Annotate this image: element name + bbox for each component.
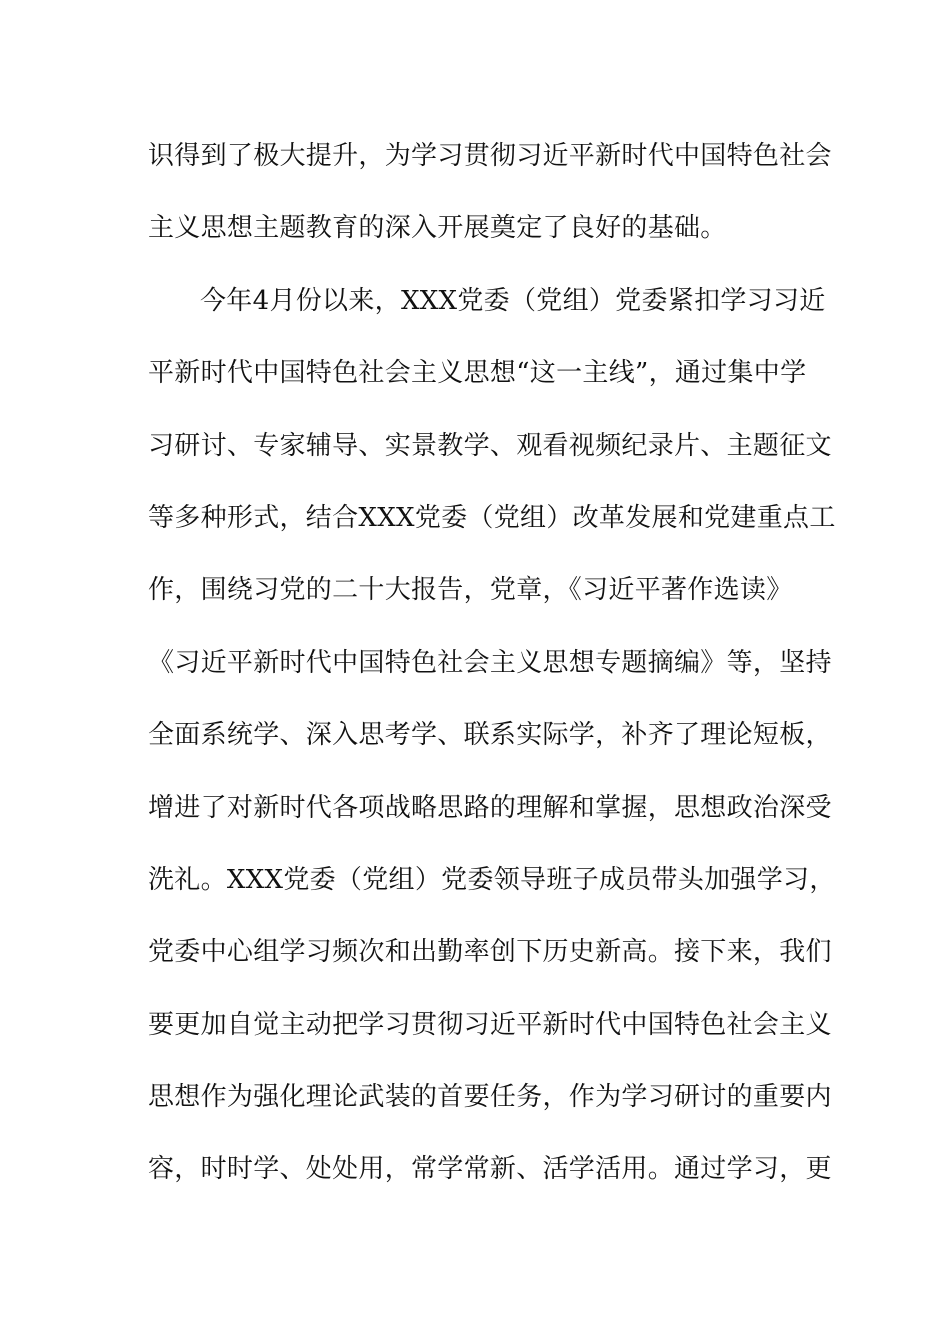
text-line: 增进了对新时代各项战略思路的理解和掌握，思想政治深受 [148,792,832,823]
body-text [148,126,836,1212]
text-line: 全面系统学、深入思考学、联系实际学，补齐了理论短板， [148,720,832,751]
text-line: 思想作为强化理论武装的首要任务，作为学习研讨的重要内 [148,1082,832,1113]
text-line: 容，时时学、处处用，常学常新、活学活用。通过学习，更 [148,1154,832,1185]
text-line: 洗礼。XXX党委（党组）党委领导班子成员带头加强学习， [148,864,836,895]
text-line: 等多种形式，结合XXX党委（党组）改革发展和党建重点工 [148,502,836,533]
text-line: 党委中心组学习频次和出勤率创下历史新高。接下来，我们 [148,937,832,968]
text-line: 《习近平新时代中国特色社会主义思想专题摘编》等，坚持 [148,647,832,678]
text-line: 主义思想主题教育的深入开展奠定了良好的基础。 [148,213,727,244]
text-line: 要更加自觉主动把学习贯彻习近平新时代中国特色社会主义 [148,1009,832,1040]
text-line: 作，围绕习党的二十大报告，党章，《习近平著作选读》 [148,575,793,606]
text-line: 平新时代中国特色社会主义思想“这一主线”，通过集中学 [148,358,807,389]
paragraph-start-line: 今年4月份以来，XXX党委（党组）党委紧扣学习习近 [200,285,826,316]
text-line: 习研讨、专家辅导、实景教学、观看视频纪录片、主题征文 [148,430,832,461]
text-line: 识得到了极大提升，为学习贯彻习近平新时代中国特色社会 [148,141,832,171]
